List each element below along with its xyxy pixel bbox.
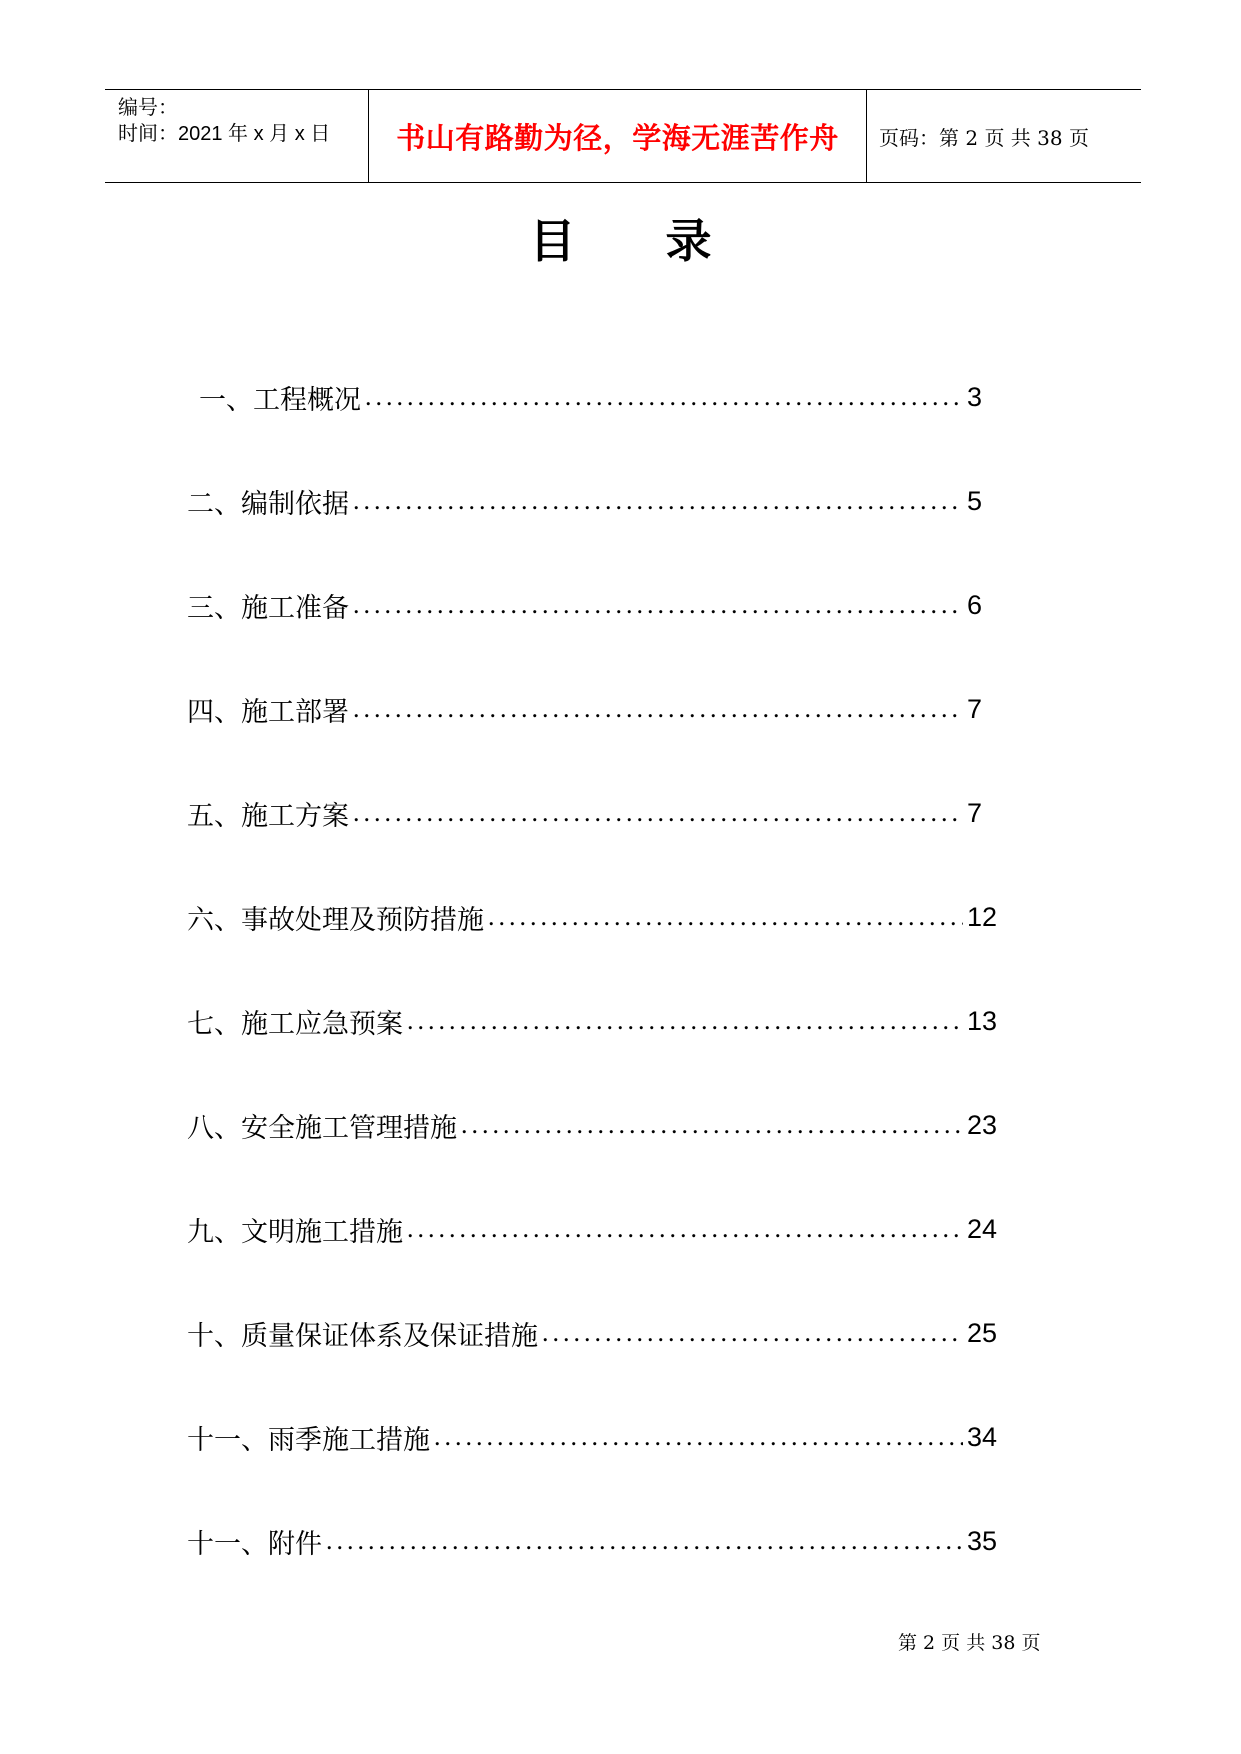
toc-entry-page: 7 xyxy=(967,797,983,828)
toc-dot-leader xyxy=(353,590,963,620)
page-header xyxy=(105,89,1141,183)
toc-entry[interactable] xyxy=(187,1385,997,1489)
toc-entry-label: 安全施工管理措施 xyxy=(241,1112,457,1144)
toc-entry[interactable] xyxy=(187,1281,997,1385)
toc-dot-leader xyxy=(407,1006,963,1036)
toc-entry[interactable] xyxy=(187,449,997,553)
toc-entry-label: 文明施工措施 xyxy=(241,1216,403,1248)
toc-entry-number: 十、 xyxy=(187,1320,241,1352)
title-char-1: 目 xyxy=(529,214,576,268)
date-label: 时间：2021 年 x 月 x 日 xyxy=(118,123,331,145)
toc-dot-leader xyxy=(434,1422,963,1452)
header-page-info: 页码：第 2 页 共 38 页 xyxy=(879,125,1089,150)
footer-page-number: 第 2 页 共 38 页 xyxy=(898,1632,1041,1654)
toc-entry-label: 施工应急预案 xyxy=(241,1008,403,1040)
toc-entry[interactable] xyxy=(187,865,997,969)
toc-entry[interactable] xyxy=(187,345,997,449)
toc-entry[interactable] xyxy=(187,553,997,657)
toc-entry-page: 3 xyxy=(967,381,983,412)
toc-entry-page: 25 xyxy=(966,1317,997,1348)
toc-entry[interactable] xyxy=(187,657,997,761)
toc-entry-page: 13 xyxy=(966,1005,997,1036)
toc-dot-leader xyxy=(365,382,963,412)
header-motto-cell xyxy=(369,90,867,182)
toc-entry-label: 编制依据 xyxy=(241,488,349,520)
toc-entry-label: 施工部署 xyxy=(241,696,349,728)
toc-entry[interactable] xyxy=(187,1177,997,1281)
toc-entry-label: 附件 xyxy=(268,1528,322,1560)
toc-entry[interactable] xyxy=(187,1073,997,1177)
toc-dot-leader xyxy=(353,798,963,828)
toc-dot-leader xyxy=(542,1318,963,1348)
toc-dot-leader xyxy=(407,1214,963,1244)
toc-entry-number: 六、 xyxy=(187,904,241,936)
toc-entry-number: 十一、 xyxy=(187,1424,268,1456)
toc-entry[interactable] xyxy=(187,1489,997,1593)
toc-entry-number: 二、 xyxy=(187,488,241,520)
header-meta-cell xyxy=(105,90,369,182)
toc-dot-leader xyxy=(326,1526,963,1556)
toc-dot-leader xyxy=(353,694,963,724)
toc-entry-page: 34 xyxy=(966,1421,997,1452)
toc-entry-label: 事故处理及预防措施 xyxy=(241,904,484,936)
toc-entry-number: 八、 xyxy=(187,1112,241,1144)
toc-entry-number: 三、 xyxy=(187,592,241,624)
table-of-contents xyxy=(187,345,997,1593)
toc-entry-page: 12 xyxy=(966,901,997,932)
toc-entry-number: 一、 xyxy=(199,384,253,416)
toc-entry-label: 工程概况 xyxy=(253,384,361,416)
header-page-cell xyxy=(867,90,1141,182)
toc-dot-leader xyxy=(461,1110,963,1140)
toc-entry[interactable] xyxy=(187,969,997,1073)
toc-entry-page: 23 xyxy=(966,1109,997,1140)
toc-entry-page: 6 xyxy=(967,589,983,620)
toc-entry-page: 7 xyxy=(967,693,983,724)
toc-dot-leader xyxy=(488,902,963,932)
toc-entry-label: 雨季施工措施 xyxy=(268,1424,430,1456)
motto-text: 书山有路勤为径，学海无涯苦作舟 xyxy=(396,120,839,155)
toc-dot-leader xyxy=(353,486,963,516)
toc-entry-number: 五、 xyxy=(187,800,241,832)
toc-entry-page: 35 xyxy=(966,1525,997,1556)
toc-entry-page: 24 xyxy=(966,1213,997,1244)
toc-entry-label: 施工方案 xyxy=(241,800,349,832)
toc-entry-page: 5 xyxy=(967,485,983,516)
toc-entry[interactable] xyxy=(187,761,997,865)
toc-entry-label: 施工准备 xyxy=(241,592,349,624)
toc-entry-number: 十一、 xyxy=(187,1528,268,1560)
toc-entry-label: 质量保证体系及保证措施 xyxy=(241,1320,538,1352)
serial-label: 编号： xyxy=(118,97,178,119)
toc-entry-number: 七、 xyxy=(187,1008,241,1040)
title-char-2: 录 xyxy=(665,214,712,268)
toc-entry-number: 九、 xyxy=(187,1216,241,1248)
page-title xyxy=(0,205,1241,271)
toc-entry-number: 四、 xyxy=(187,696,241,728)
